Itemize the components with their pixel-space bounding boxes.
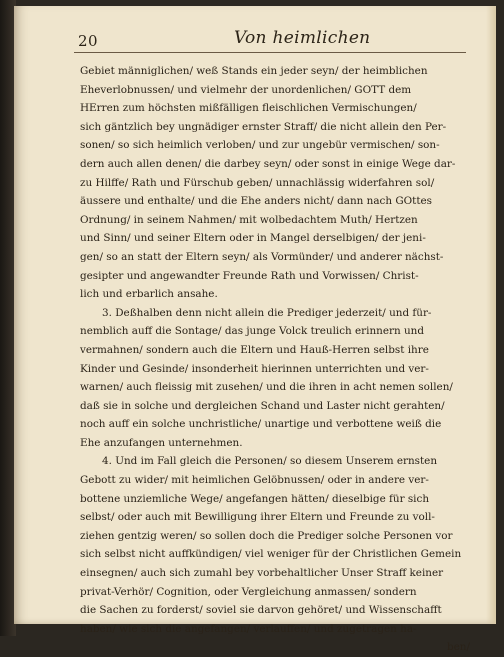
text-line: lich und erbarlich ansahe. (80, 288, 218, 301)
text-line: Eheverlobnussen/ und vielmehr der unordenlichen/ GOTT dem (80, 83, 412, 96)
text-line: Kinder und Gesinde/ insonderheit hierinnen unterrichten und ver- (80, 362, 429, 375)
paragraph-4-start: 4. Und im Fall gleich die Personen/ so diesem Unserem ernsten (102, 455, 438, 468)
page-text (80, 62, 470, 657)
text-line: ziehen gentzig weren/ so sollen doch die Prediger solche Personen vor (80, 529, 453, 542)
text-line: Ehe anzufangen unternehmen. (80, 436, 243, 449)
text-line: zu Hilffe/ Rath und Fürschub geben/ unnachlässig widerfahren sol/ (80, 176, 435, 189)
text-line: äussere und enthalte/ und die Ehe anders nicht/ dann nach GOttes (80, 195, 432, 208)
text-line: sich selbst nicht auffkündigen/ viel weniger für der Christlichen Gemein (80, 548, 462, 561)
text-line: gen/ so an statt der Eltern seyn/ als Vormünder/ und anderer nächst- (80, 250, 444, 263)
page-edge-shading (486, 6, 496, 624)
text-line: HErren zum höchsten mißfälligen fleischlichen Vermischungen/ (80, 102, 417, 115)
book-page (14, 6, 496, 654)
text-line: Ordnung/ in seinem Nahmen/ mit wolbedachtem Muth/ Hertzen (80, 213, 418, 226)
page-number: 20 (78, 32, 99, 50)
text-line: die Sachen zu forderst/ soviel sie darvon gehöret/ und Wissenschafft (80, 604, 442, 617)
text-line: und Sinn/ und seiner Eltern oder in Mangel derselbigen/ der jeni- (80, 232, 426, 245)
text-line: warnen/ auch fleissig mit zusehen/ und die ihren in acht nemen sollen/ (80, 381, 453, 394)
text-line: einsegnen/ auch sich zumahl bey vorbehaltlicher Unser Straff keiner (80, 567, 444, 580)
text-line: selbst/ oder auch mit Bewilligung ihrer Eltern und Freunde zu voll- (80, 511, 435, 524)
text-line: bottene unziemliche Wege/ angefangen hätten/ dieselbige für sich (80, 492, 430, 505)
text-line: dern auch allen denen/ die darbey seyn/ oder sonst in einige Wege dar- (80, 157, 456, 170)
text-line: sonen/ so sich heimlich verloben/ und zur ungebür vermischen/ son- (80, 139, 440, 152)
running-head: Von heimlichen (234, 28, 371, 48)
header-rule (74, 52, 466, 53)
text-line: Gebiet männiglichen/ weß Stands ein jeder seyn/ der heimblichen (80, 65, 428, 77)
text-line: daß sie in solche und dergleichen Schand und Laster nicht gerahten/ (80, 399, 445, 412)
text-line: gesipter und angewandter Freunde Rath und Vorwissen/ Christ- (80, 269, 419, 282)
text-line: privat-Verhör/ Cognition, oder Vergleichung anmassen/ sondern (80, 585, 417, 598)
text-line: haben/ wie sich die angefangen/ verlauffen/ und zugetragen ha- (80, 622, 417, 635)
text-line: ben/ (447, 641, 470, 654)
text-line: noch auff ein solche unchristliche/ unartige und verbottene weiß die (80, 418, 442, 431)
text-line: sich gäntzlich bey ungnädiger ernster Straff/ die nicht allein den Per- (80, 120, 447, 133)
text-line: vermahnen/ sondern auch die Eltern und Hauß-Herren selbst ihre (80, 343, 429, 356)
text-line: Gebott zu wider/ mit heimlichen Gelöbnussen/ oder in andere ver- (80, 474, 429, 487)
text-line: nemblich auff die Sontage/ das junge Volck treulich erinnern und (80, 325, 424, 338)
paragraph-3-start: 3. Deßhalben denn nicht allein die Prediger jederzeit/ und für- (102, 306, 432, 319)
